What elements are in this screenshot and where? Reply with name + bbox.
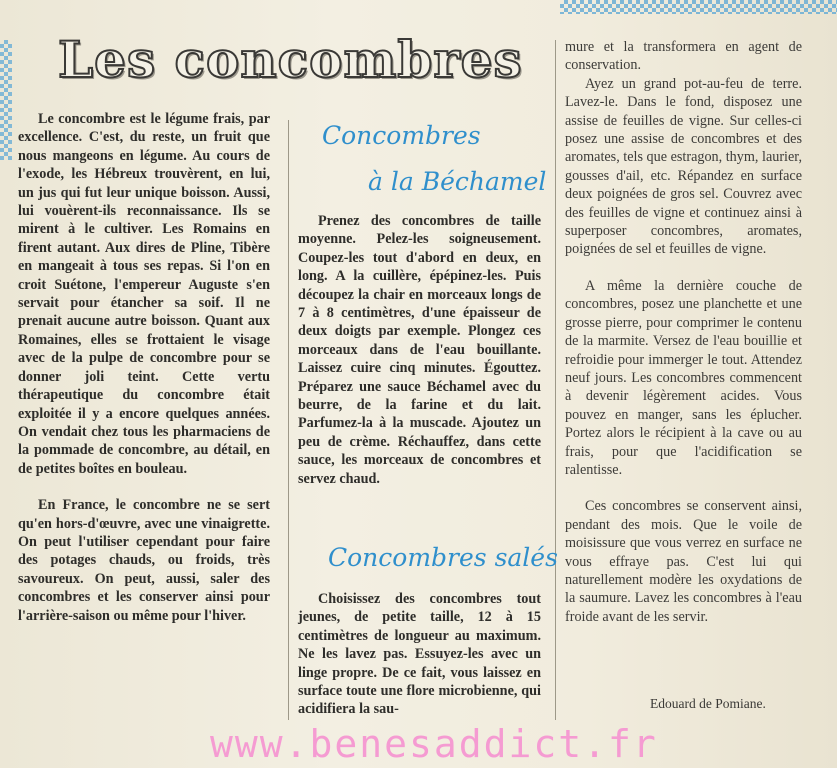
recipe1-column xyxy=(298,212,541,488)
col3-paragraph-3: A même la dernière couche de concombres, posez une planchette et une grosse pierre, pour comprimer le contenu de la marmite. Versez de l'eau bouillie et refroidie pour immerger le tout. Attendez neuf jours. Les concombres commencent à devenir légèrement acides. Vous pouvez en manger, sans les éplucher. Portez alors le récipient à la cave ou au frais, pour que l'acidification se ralentisse. xyxy=(565,277,802,478)
intro-column xyxy=(18,110,270,625)
intro-paragraph-2: En France, le concombre ne se sert qu'en hors-d'œuvre, avec une vinaigrette. On peut l'utiliser cependant pour faire des potages chauds, ou froids, très savoureux. On peut, aussi, saler des concombres et les conserver ainsi pour l'arrière-saison ou même pour l'hiver. xyxy=(18,497,270,624)
recipe1-title-line2: à la Béchamel xyxy=(368,167,547,196)
article-title: Les concombres xyxy=(58,30,523,89)
col3-paragraph-1: mure et la transformera en agent de conservation. xyxy=(565,39,802,74)
recipe2-column xyxy=(298,590,541,719)
recipe2-continued-column xyxy=(565,38,802,626)
watermark-url: www.benesaddict.fr xyxy=(210,722,658,766)
intro-paragraph-1: Le concombre est le légume frais, par excellence. C'est, du reste, un fruit que nous mangeons en légume. Au cours de l'exode, les Hébreux trouvèrent, en lui, un jus qui fut leur unique boisson. Aussi, lui vouèrent-ils reconnaissance. Ils se mirent à le cultiver. Les Romains en firent autant. Aux dires de Pline, Tibère en mangeait à tous ses repas. Si l'on en croit Suétone, l'empereur Auguste s'en servait pour étancher sa soif. Il ne prenait aucune autre boisson. Quant aux Romaines, elles se frottaient le visage avec de la pulpe de concombre pour se donner joli teint. Cette vertu thérapeutique du concombre était exploitée il y a encore quelques années. On vendait chez tous les pharmaciens de la pommade de concombre, au détail, en de petites boîtes en bouleau. xyxy=(18,111,270,477)
recipe1-title-line1: Concombres xyxy=(322,121,481,150)
checker-border-top xyxy=(560,0,837,14)
recipe2-title: Concombres salés xyxy=(328,543,558,572)
checker-border-left xyxy=(0,40,12,160)
col3-paragraph-2: Ayez un grand pot-au-feu de terre. Lavez-le. Dans le fond, disposez une assise de feuilles de vigne. Sur celles-ci posez une assise de concombres et des aromates, tels que estragon, thym, laurier, gousses d'ail, etc. Répandez en surface deux poignées de gros sel. Couvrez avec des feuilles de vigne et continuez ainsi à superposer concombres, aromates, poignées de sel et feuilles de vigne. xyxy=(565,75,802,258)
recipe2-text: Choisissez des concombres tout jeunes, de petite taille, 12 à 15 centimètres de longueur au maximum. Ne les lavez pas. Essuyez-les avec un linge propre. De ce fait, vous laissez en surface toute une flore microbienne, qui acidifiera la sau- xyxy=(298,591,541,718)
author-signature: Edouard de Pomiane. xyxy=(650,696,766,711)
recipe1-text: Prenez des concombres de taille moyenne. Pelez-les soigneusement. Coupez-les tout d'abord en deux, en long. A la cuillère, épépinez-les. Puis découpez la chair en morceaux longs de 7 à 8 centimètres, d'une épaisseur de deux doigts par exemple. Plongez ces morceaux dans de l'eau bouillante. Laissez cuire cinq minutes. Égouttez. Préparez une sauce Béchamel avec du beurre, de la farine et du lait. Parfumez-la à la muscade. Ajoutez un peu de crème. Réchauffez, dans cette sauce, les morceaux de concombres et servez chaud. xyxy=(298,213,541,487)
col3-paragraph-4: Ces concombres se conservent ainsi, pendant des mois. Que le voile de moisissure que vous verrez en surface ne vous effraye pas. C'est lui qui naturellement modère les oxydations de la saumure. Lavez les concombres à l'eau froide avant de les servir. xyxy=(565,498,802,625)
column-divider-1 xyxy=(288,120,289,720)
column-divider-2 xyxy=(555,40,556,720)
